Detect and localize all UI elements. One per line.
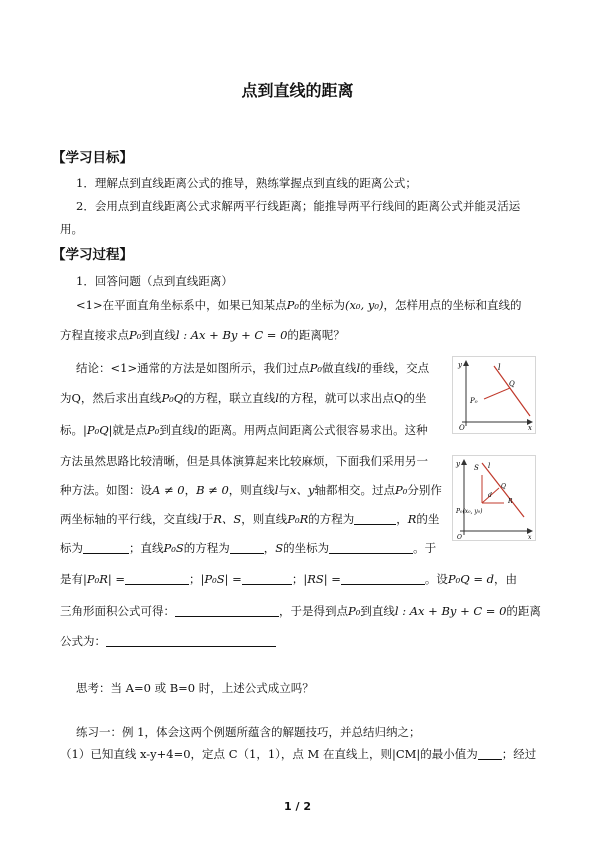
paragraph-1b: 方程直接求点P₀到直线l : Ax + By + C = 0的距离呢？ [60,328,345,342]
conclusion-line-10: 公式为： [60,633,276,649]
answer-blank[interactable] [83,541,129,554]
goal-item-2: 2．会用点到直线距离公式求解两平行线距离；能推导两平行线间的距离公式并能灵活运 [76,199,521,213]
figure-perpendicular-distance [452,356,536,434]
answer-blank[interactable] [125,572,189,585]
answer-blank[interactable] [106,634,276,647]
conclusion-line-7: 标为 ；直线P₀S的方程为 ，S的坐标为 。于 [60,541,437,555]
goal-item-2-cont: 用。 [60,222,83,236]
goal-item-1: 1．理解点到直线距离公式的推导，熟练掌握点到直线的距离公式； [76,176,417,190]
answer-blank[interactable] [242,572,292,585]
conclusion-line-8: 是有|P₀R| = ；|P₀S| = ；|RS| = 。设P₀Q = d，由 [60,572,517,586]
answer-blank[interactable] [341,572,425,585]
answer-blank[interactable] [230,541,264,554]
think-question: 思考：当 A=0 或 B=0 时，上述公式成立吗？ [76,681,314,695]
answer-blank[interactable] [478,747,502,760]
exercise-intro: 练习一：例 1，体会这两个例题所蕴含的解题技巧，并总结归纳之； [76,725,421,739]
paragraph-1a: <1>在平面直角坐标系中，如果已知某点P₀的坐标为(x₀, y₀)，怎样用点的坐标和直线的 [76,298,522,312]
answer-blank[interactable] [354,512,396,525]
page-title: 点到直线的距离 [241,81,354,100]
figure-label: x [528,424,532,432]
figure-label: R [508,498,513,505]
figure-label: y [458,361,462,369]
figure-label: y [456,460,460,468]
conclusion-line-6: 两坐标轴的平行线，交直线l于R、S，则直线P₀R的方程为 ，R的坐 [60,512,440,526]
conclusion-line-1: 结论：<1>通常的方法是如图所示，我们过点P₀做直线l的垂线，交点 [76,361,430,375]
conclusion-line-5: 种方法。如图：设A ≠ 0，B ≠ 0，则直线l与x、y轴都相交。过点P₀分别作 [60,483,442,497]
question-1: 1．回答问题（点到直线距离） [76,274,233,288]
figure-label: d [488,492,492,499]
figure-triangle-method [452,455,536,541]
figure-frame [453,456,536,541]
figure-label: O [459,424,465,432]
conclusion-line-2: 为Q，然后求出直线P₀Q的方程，联立直线l的方程，就可以求出点Q的坐 [60,391,427,405]
answer-blank[interactable] [175,604,279,617]
figure-label: S [474,464,479,472]
section-heading-process: 【学习过程】 [52,247,133,263]
figure-label: Q [509,380,515,388]
conclusion-line-3: 标。|P₀Q|就是点P₀到直线l的距离。用两点间距离公式很容易求出。这种 [60,423,428,437]
section-heading-goals: 【学习目标】 [52,150,133,166]
figure-label: Q [501,483,506,490]
exercise-1: （1）已知直线 x-y+4=0，定点 C（1，1），点 M 在直线上，则|CM|的最小值为 ；经过 [60,747,537,761]
figure-label: x [528,534,532,541]
page-number: 1 / 2 [284,800,311,813]
answer-blank[interactable] [329,541,413,554]
figure-label: l [498,363,501,372]
figure-label: P₀ [470,397,478,405]
conclusion-line-9: 三角形面积公式可得： ，于是得到点P₀到直线l : Ax + By + C = 0的距离 [60,604,541,618]
figure-label: l [488,462,491,470]
figure-label: P₀(x₀, y₀) [456,508,483,515]
figure-label: O [457,534,462,541]
conclusion-line-4: 方法虽然思路比较清晰，但是具体演算起来比较麻烦，下面我们采用另一 [60,454,428,468]
